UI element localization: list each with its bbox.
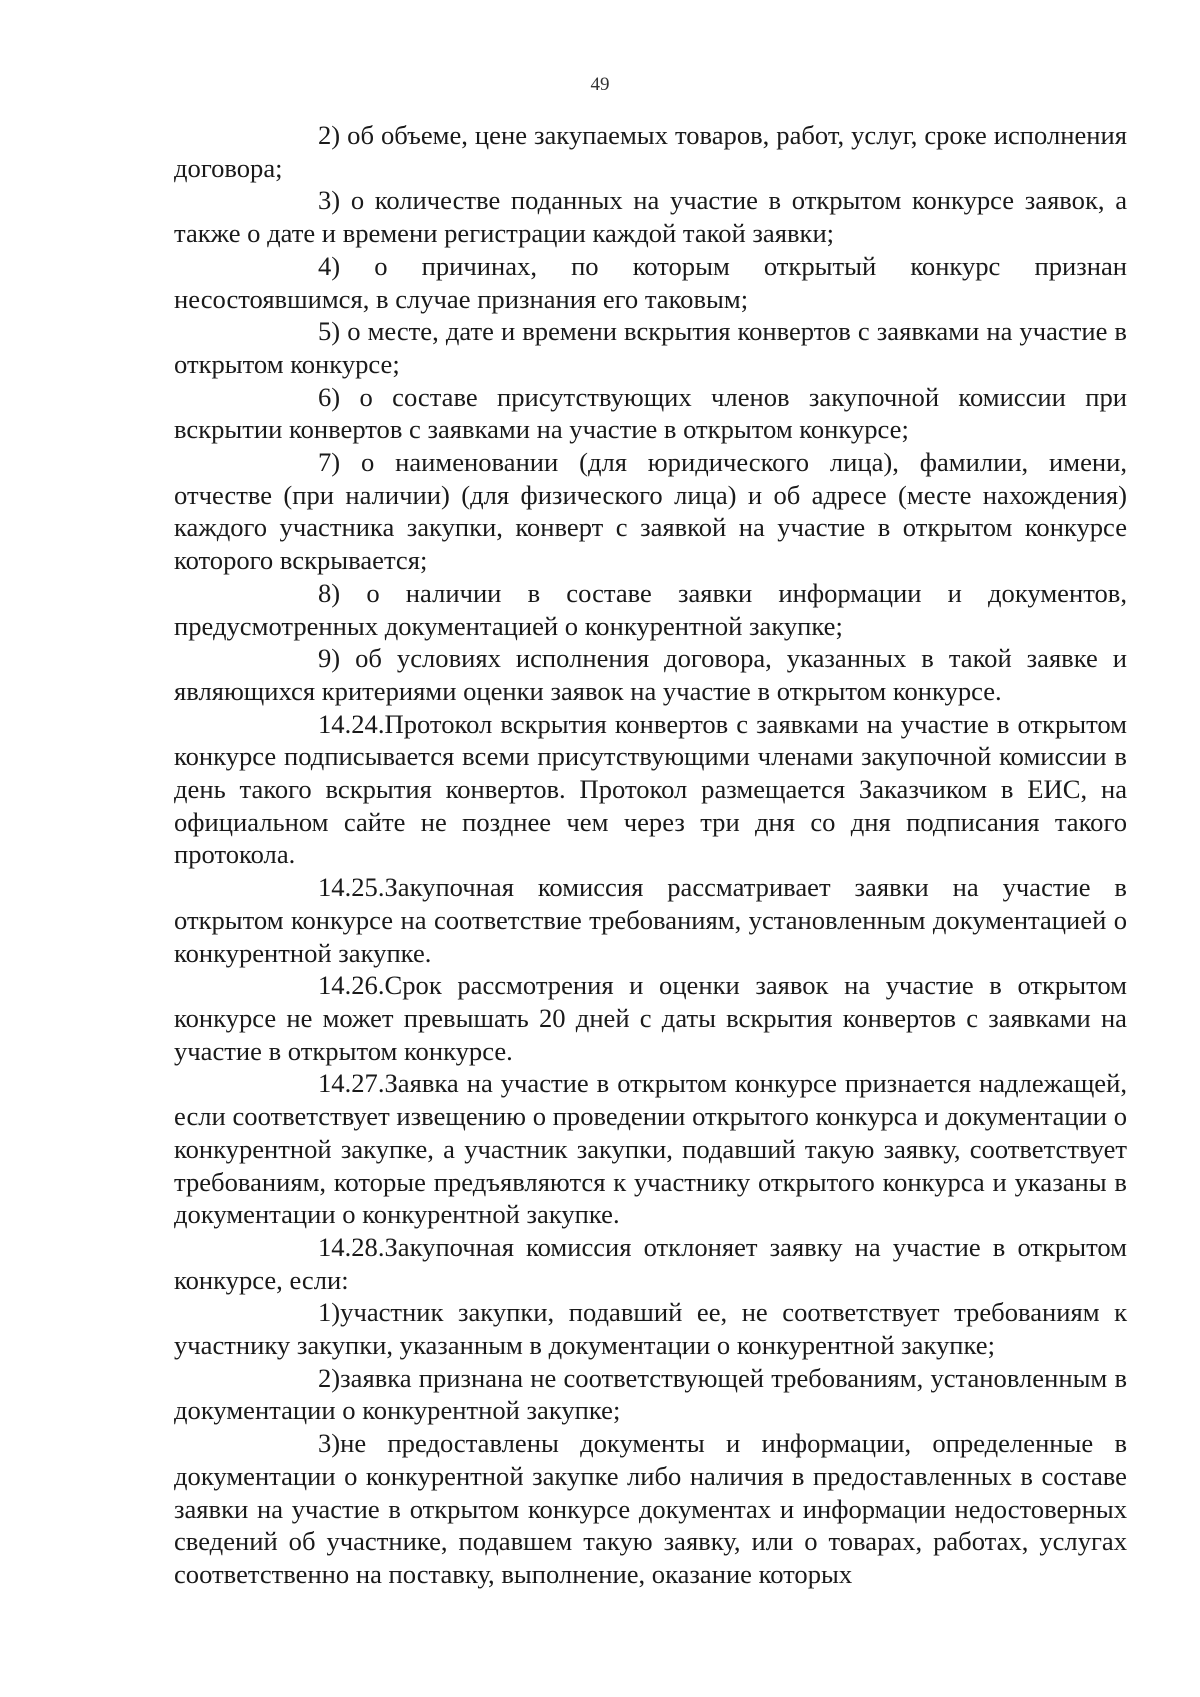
item-number: 8) [318,577,341,608]
section-paragraph [174,1231,1127,1296]
item-text: заявка признана не соответствующей требованиям, установленным в документации о конкурентной закупке; [174,1362,1127,1426]
item-text: о наличии в составе заявки информации и документов, предусмотренных документацией о конкурентной закупке; [174,577,1127,641]
section-number: 14.27. [318,1068,385,1099]
item-number: 5) [318,316,341,347]
list-item [174,577,1127,642]
item-text: о наименовании (для юридического лица), фамилии, имени, отчестве (при наличии) (для физического лица) и об адресе (месте нахождения) каждого участника закупки, конверт с заявкой на участие в открытом конкурсе которого вскрывается; [174,447,1128,576]
item-text: о количестве поданных на участие в открытом конкурсе заявок, а также о дате и времени регистрации каждой такой заявки; [174,185,1127,249]
list-item [174,1296,1127,1361]
document-body [174,119,1127,1591]
item-text: о месте, дате и времени вскрытия конвертов с заявками на участие в открытом конкурсе; [174,316,1127,379]
section-text: Заявка на участие в открытом конкурсе признается надлежащей, если соответствует извещению о проведении открытого конкурса и документации о конкурентной закупке, а участник закупки, подавший такую заявку, соответствует требованиям, которые предъявляются к участнику открытого конкурса и указаны в документации о конкурентной закупке. [174,1068,1127,1230]
page-number: 49 [590,74,610,95]
list-item [174,1427,1127,1591]
list-item [174,1362,1127,1427]
section-text: Срок рассмотрения и оценки заявок на участие в открытом конкурсе не может превышать 20 дней с даты вскрытия конвертов с заявками на участие в открытом конкурсе. [174,970,1127,1066]
item-number: 6) [318,381,341,412]
section-paragraph [174,1067,1127,1231]
section-paragraph [174,969,1127,1067]
section-number: 14.25. [318,872,385,903]
item-number: 1) [318,1297,341,1328]
item-number: 2) [318,120,341,150]
list-item [174,381,1127,446]
item-text: о составе присутствующих членов закупочной комиссии при вскрытии конвертов с заявками на участие в открытом конкурсе; [174,381,1127,445]
list-item [174,642,1127,707]
item-number: 3) [318,1428,341,1459]
list-item [174,315,1127,380]
item-text: о причинах, по которым открытый конкурс признан несостоявшимся, в случае признания его таковым; [174,250,1127,314]
list-item [174,446,1127,577]
section-text: Закупочная комиссия отклоняет заявку на участие в открытом конкурсе, если: [174,1231,1127,1295]
item-number: 7) [318,447,341,478]
section-text: Протокол вскрытия конвертов с заявками на участие в открытом конкурсе подписывается всеми присутствующими членами закупочной комиссии в день такого вскрытия конвертов. Протокол размещается Заказчиком в ЕИС, на официальном сайте не позднее чем через три дня со дня подписания такого протокола. [174,708,1127,870]
list-item [174,119,1127,184]
item-text: не предоставлены документы и информации, определенные в документации о конкурентной закупке либо наличия в предоставленных в составе заявки на участие в открытом конкурсе документах и информации недостоверных сведений об участнике, подавшем такую заявку, или о товарах, работах, услугах соответственно на поставку, выполнение, оказание которых [174,1428,1127,1589]
section-number: 14.28. [318,1231,385,1262]
list-item [174,250,1127,315]
item-text: об объеме, цене закупаемых товаров, работ, услуг, сроке исполнения договора; [174,120,1127,183]
section-text: Закупочная комиссия рассматривает заявки на участие в открытом конкурсе на соответствие требованиям, установленным документацией о конкурентной закупке. [174,872,1127,968]
item-number: 2) [318,1362,341,1393]
section-paragraph [174,708,1127,872]
item-text: об условиях исполнения договора, указанных в такой заявке и являющихся критериями оценки заявок на участие в открытом конкурсе. [174,643,1127,706]
section-number: 14.26. [318,970,385,1001]
list-item [174,184,1127,249]
item-number: 4) [318,250,341,281]
item-number: 3) [318,185,341,216]
item-text: участник закупки, подавший ее, не соответствует требованиям к участнику закупки, указанным в документации о конкурентной закупке; [174,1297,1127,1361]
section-paragraph [174,871,1127,969]
item-number: 9) [318,643,341,674]
section-number: 14.24. [318,708,385,739]
